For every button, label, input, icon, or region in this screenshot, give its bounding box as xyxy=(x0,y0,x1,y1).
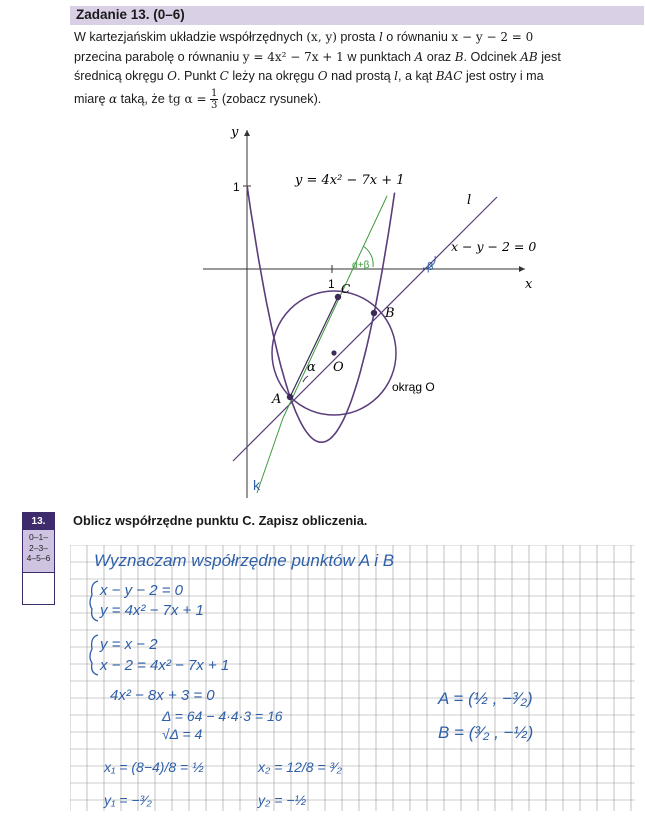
label-O: O xyxy=(333,360,344,375)
handwritten-green-line-lower xyxy=(257,418,283,493)
hw-sys1-eq2: y = 4x² − 7x + 1 xyxy=(100,602,204,619)
instruction: Oblicz współrzędne punktu C. Zapisz obliczenia. xyxy=(73,513,368,528)
angle-alpha-arc xyxy=(303,376,308,382)
hw-sys2-eq2: x − 2 = 4x² − 7x + 1 xyxy=(100,657,230,674)
handwritten-k: k xyxy=(253,477,260,493)
score-options xyxy=(23,530,54,573)
hw-point-B: B = (³⁄₂ , −½) xyxy=(438,723,534,742)
score-option: 4–5–6 xyxy=(26,553,51,563)
circle-label: okrąg O xyxy=(392,380,435,394)
point-B xyxy=(371,310,377,316)
score-box xyxy=(22,512,55,605)
parabola-equation-label: y = 4x² − 7x + 1 xyxy=(295,173,405,188)
hw-sqrt-delta: √Δ = 4 xyxy=(162,726,203,742)
score-option: 0–1– xyxy=(29,532,48,542)
handwritten-angle-sum: α+β xyxy=(352,260,370,271)
hw-sys2-eq1: y = x − 2 xyxy=(100,636,158,653)
tick-label-y1: 1 xyxy=(233,180,240,194)
hw-quadratic: 4x² − 8x + 3 = 0 xyxy=(110,687,215,704)
answer-grid xyxy=(70,545,635,811)
task-line-1: W kartezjańskim układzie współrzędnych (x, y) prosta l o równaniu x − y − 2 = 0 xyxy=(74,30,534,44)
hw-x1: x₁ = (8−4)/8 = ½ xyxy=(104,759,204,775)
line-equation-label: x − y − 2 = 0 xyxy=(451,239,537,254)
task-line-3: średnicą okręgu O. Punkt C leży na okręgu O nad prostą l, a kąt BAC jest ostry i ma xyxy=(74,69,544,83)
label-alpha: α xyxy=(307,360,316,375)
point-O xyxy=(331,350,336,355)
y-axis-label: y xyxy=(231,125,239,140)
task-line-2: przecina parabolę o równaniu y = 4x² − 7x + 1 w punktach A oraz B. Odcinek AB jest xyxy=(74,50,561,64)
hw-y2: y₂ = −½ xyxy=(258,792,307,808)
hw-brace-1 xyxy=(90,581,98,621)
fraction-one-third: $\frac{1}{3}$ xyxy=(211,88,218,111)
task-title: Zadanie 13. (0–6) xyxy=(76,7,185,22)
label-A: A xyxy=(272,392,282,407)
hw-y1: y₁ = −³⁄₂ xyxy=(104,792,152,808)
hw-x2: x₂ = 12/8 = ³⁄₂ xyxy=(258,759,342,775)
segment-AC xyxy=(290,297,338,397)
hw-sys1-eq1: x − y − 2 = 0 xyxy=(100,582,183,599)
point-A xyxy=(287,394,293,400)
coordinate-figure xyxy=(195,118,545,498)
line-l-label: l xyxy=(467,193,472,208)
x-axis-label: x xyxy=(525,277,533,292)
task-line-4: miarę α taką, że tg α = $\frac{1}{3}$ (zobacz rysunek). xyxy=(74,88,322,111)
handwritten-beta: β xyxy=(427,261,434,273)
label-B: B xyxy=(385,306,395,321)
hw-point-A: A = (½ , −³⁄₂) xyxy=(438,689,533,708)
label-C: C xyxy=(341,282,351,296)
hw-line-1: Wyznaczam współrzędne punktów A i B xyxy=(94,551,395,570)
handwritten-green-line xyxy=(283,196,387,418)
hw-delta: Δ = 64 − 4·4·3 = 16 xyxy=(162,708,283,724)
score-option: 2–3– xyxy=(29,542,48,553)
hw-brace-2 xyxy=(90,635,98,675)
score-number: 13. xyxy=(23,513,54,530)
tick-label-x1: 1 xyxy=(328,277,335,291)
